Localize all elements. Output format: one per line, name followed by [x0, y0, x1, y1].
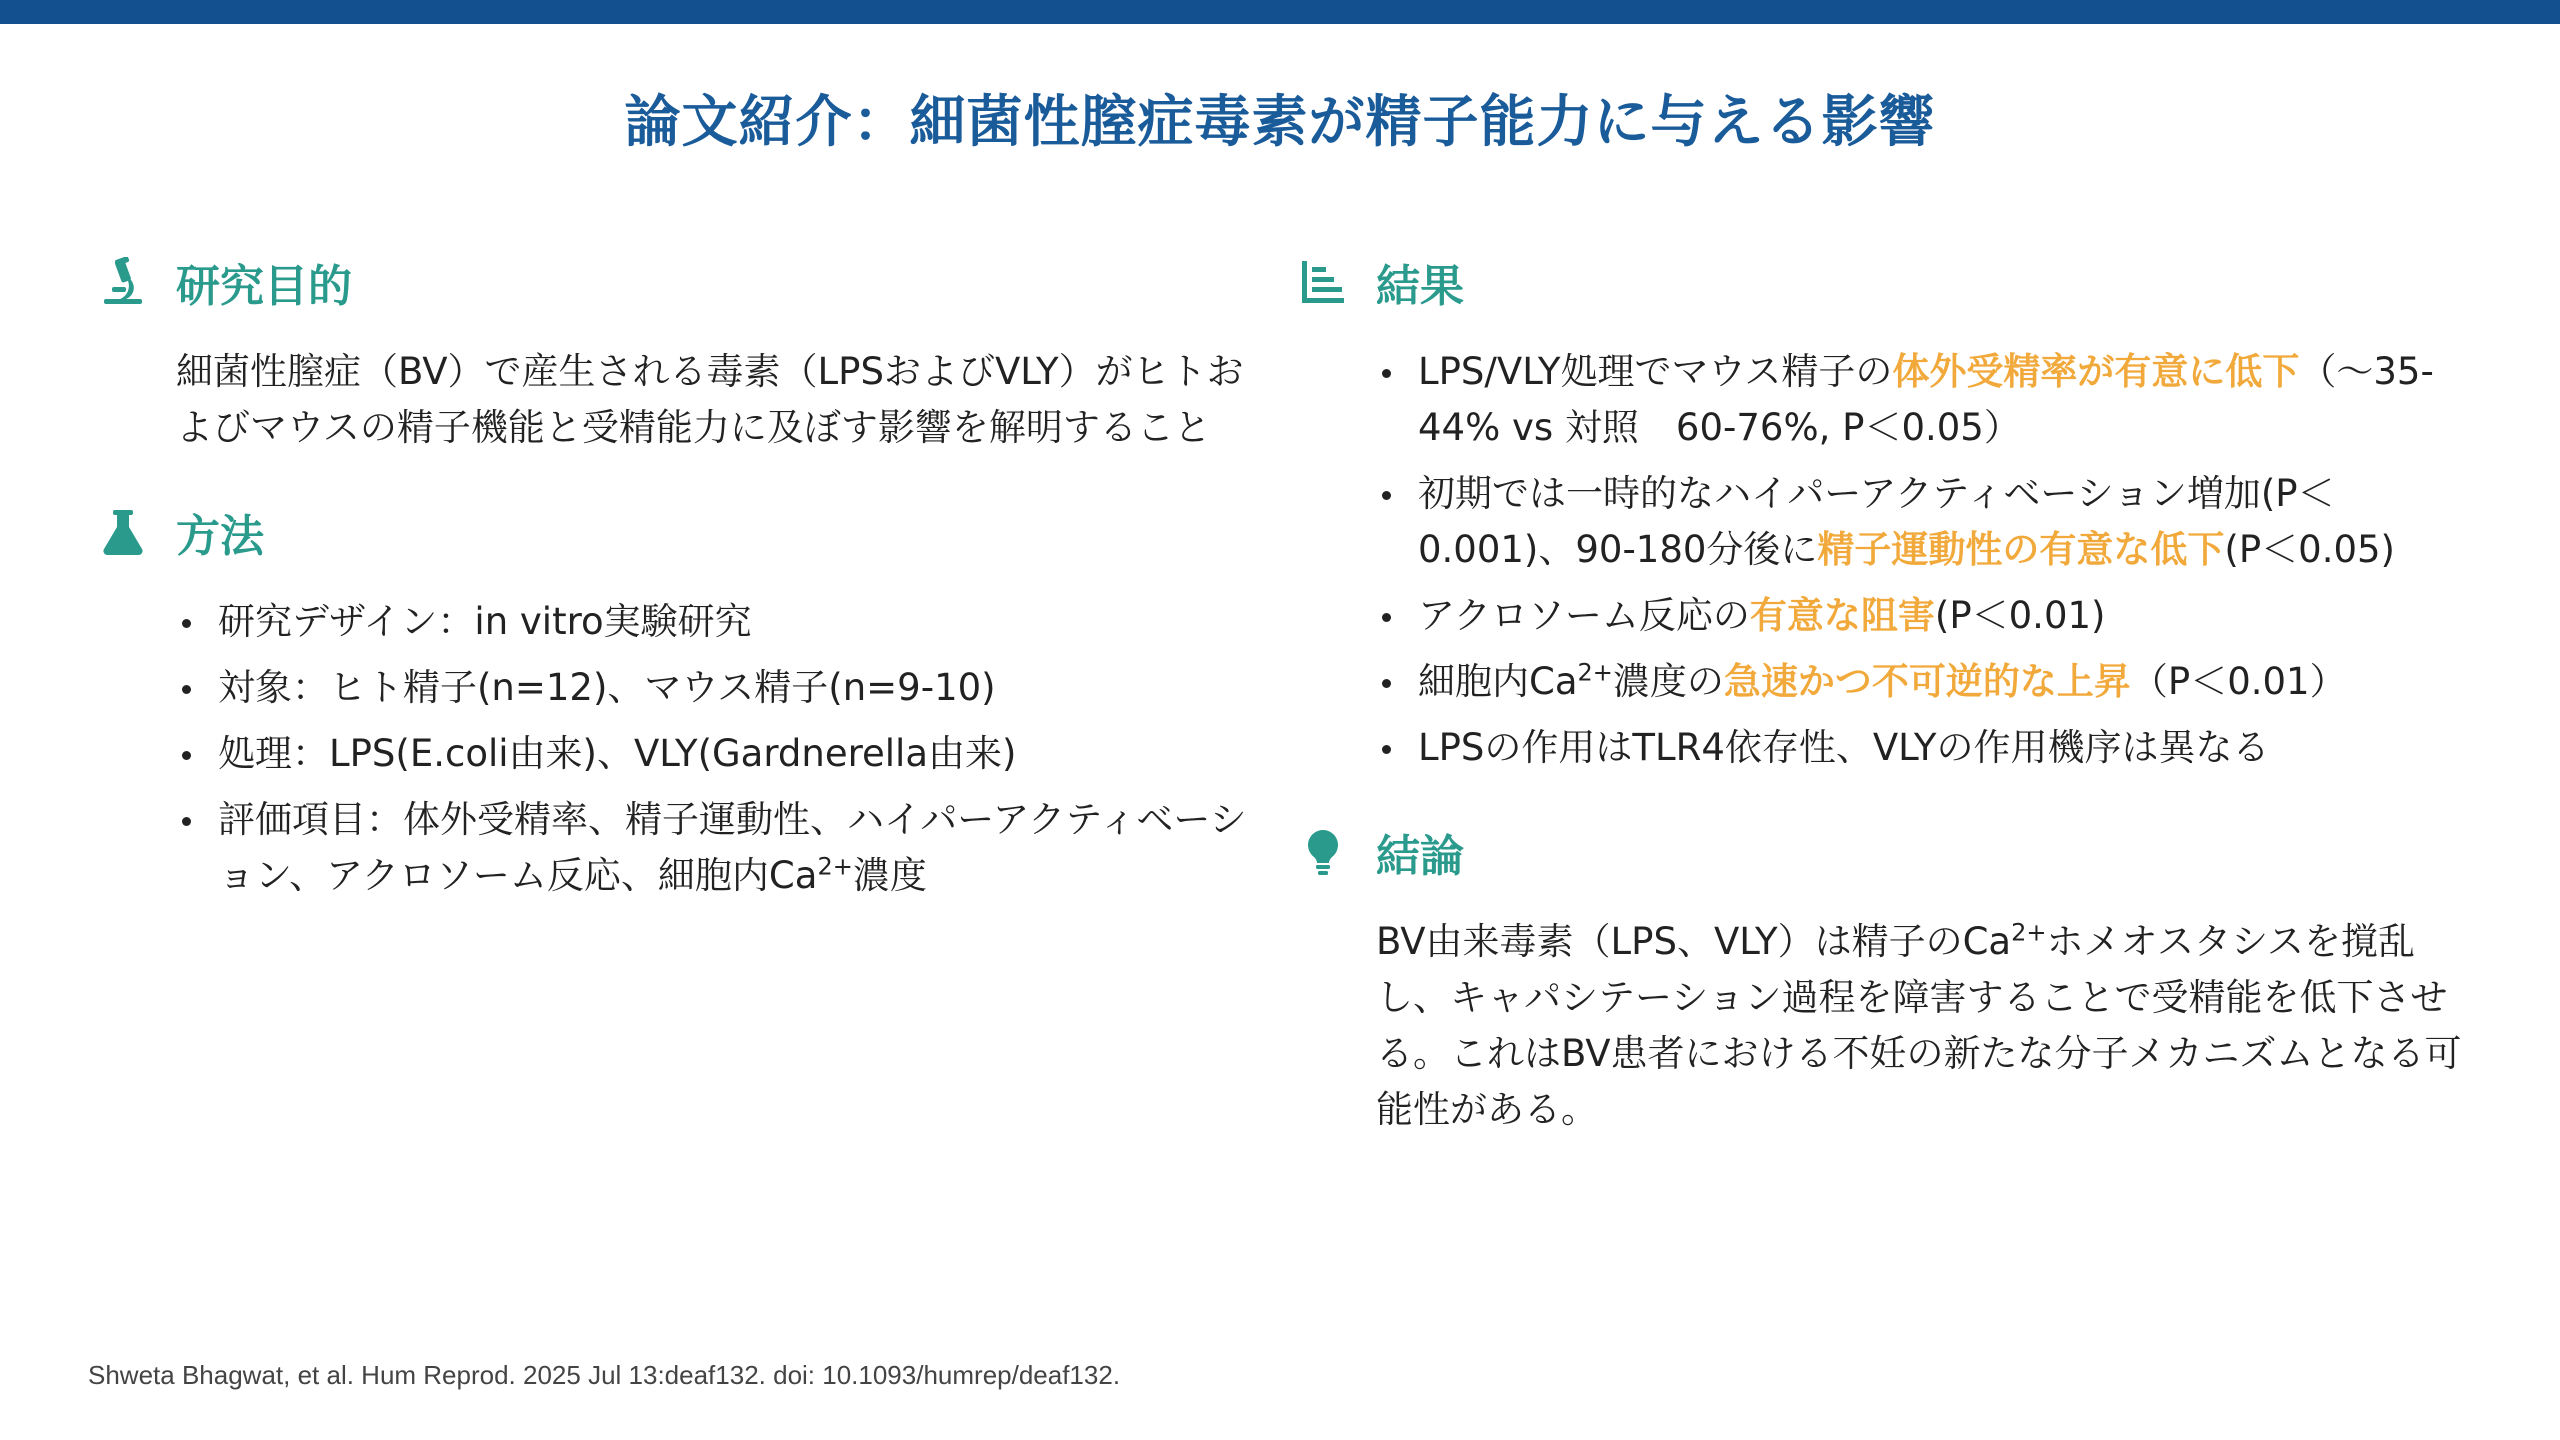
results-section [1296, 250, 2476, 776]
results-highlight: 急速かつ不可逆的な上昇 [1723, 660, 2131, 703]
methods-header [96, 500, 1256, 564]
results-item-text: LPSの作用はTLR4依存性、VLYの作用機序は異なる [1418, 726, 2270, 769]
results-item-text: 細胞内Ca [1418, 660, 1578, 703]
methods-item-text: 濃度 [852, 854, 927, 897]
list-chart-icon [1296, 255, 1350, 309]
results-item [1376, 588, 2476, 644]
purpose-header [96, 250, 1256, 314]
methods-item [176, 792, 1256, 904]
results-header [1296, 250, 2476, 314]
results-highlight: 有意な阻害 [1749, 594, 1935, 637]
methods-item: 対象：ヒト精子(n=12)、マウス精子(n=9-10) [176, 660, 1256, 716]
top-accent-bar [0, 0, 2560, 24]
lightbulb-icon [1296, 825, 1350, 879]
conclusion-text-part: ホメオスタシスを撹乱し、キャパシテーション過程を障害することで受精能を低下させる。これはBV患者における不妊の新たな分子メカニズムとなる可能性がある。 [1376, 920, 2462, 1131]
purpose-heading: 研究目的 [176, 261, 352, 312]
superscript: 2+ [1577, 658, 1613, 687]
superscript: 2+ [2011, 918, 2047, 947]
left-column [96, 250, 1256, 948]
results-item [1376, 654, 2476, 710]
results-item-text: （〜35-44% vs 対照 60-76%, P＜0.05） [1418, 350, 2434, 449]
results-item [1376, 344, 2476, 456]
conclusion-section [1296, 820, 2476, 1138]
purpose-section [96, 250, 1256, 456]
methods-section [96, 500, 1256, 904]
results-item-text: （P＜0.01） [2130, 660, 2347, 703]
results-item [1376, 720, 2476, 776]
purpose-text: 細菌性膣症（BV）で産生される毒素（LPSおよびVLY）がヒトおよびマウスの精子機能と受精能力に及ぼす影響を解明すること [176, 350, 1244, 449]
results-heading: 結果 [1376, 261, 1464, 312]
results-item-text: (P＜0.01) [1934, 594, 2106, 637]
microscope-icon [96, 255, 150, 309]
citation-footer: Shweta Bhagwat, et al. Hum Reprod. 2025 Jul 13:deaf132. doi: 10.1093/humrep/deaf132. [88, 1360, 1121, 1390]
results-item-text: アクロソーム反応の [1418, 594, 1750, 637]
methods-item: 研究デザイン：in vitro実験研究 [176, 594, 1256, 650]
methods-item-text: 評価項目：体外受精率、精子運動性、ハイパーアクティベーション、アクロソーム反応、細胞内Ca [218, 798, 1247, 897]
methods-heading: 方法 [176, 511, 264, 562]
conclusion-text-part: BV由来毒素（LPS、VLY）は精子のCa [1376, 920, 2012, 963]
results-item-text: 濃度の [1612, 660, 1724, 703]
results-highlight: 体外受精率が有意に低下 [1892, 350, 2300, 393]
conclusion-text [1376, 914, 2476, 1138]
right-column [1296, 250, 2476, 1182]
results-item-text: (P＜0.05) [2224, 528, 2395, 571]
results-highlight: 精子運動性の有意な低下 [1817, 528, 2225, 571]
methods-list [176, 594, 1256, 904]
results-item [1376, 466, 2476, 578]
page-title: 論文紹介：細菌性膣症毒素が精子能力に与える影響 [624, 90, 1936, 155]
conclusion-heading: 結論 [1376, 831, 1464, 882]
superscript: 2+ [817, 852, 853, 881]
results-list [1376, 344, 2476, 776]
results-item-text: LPS/VLY処理でマウス精子の [1418, 350, 1893, 393]
results-item-text: 初期では一時的なハイパーアクティベーション増加(P＜0.001)、90-180分後に [1418, 472, 2335, 571]
flask-icon [96, 505, 150, 559]
methods-item: 処理：LPS(E.coli由来)、VLY(Gardnerella由来) [176, 726, 1256, 782]
conclusion-header [1296, 820, 2476, 884]
